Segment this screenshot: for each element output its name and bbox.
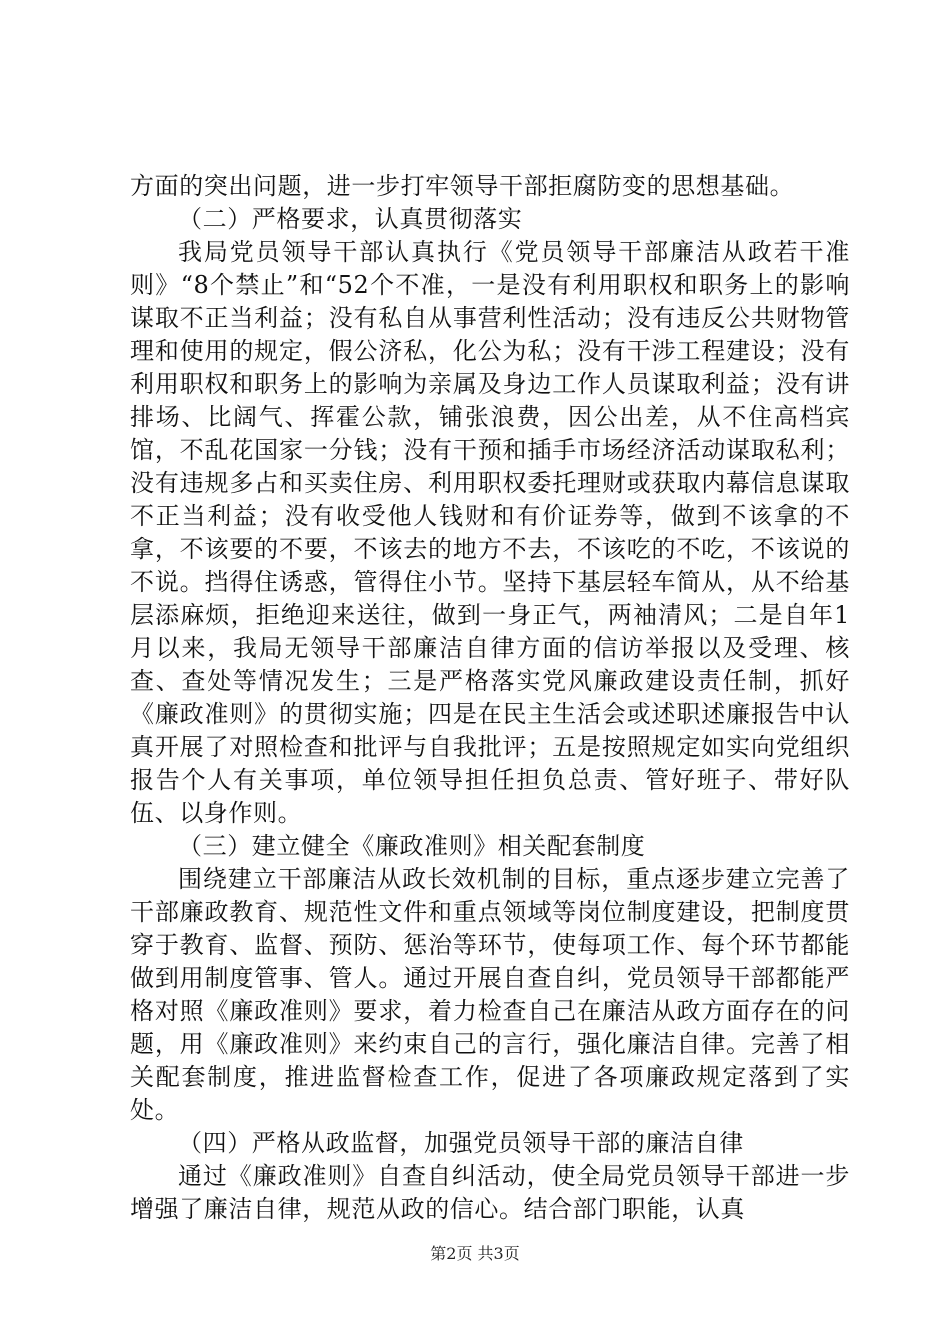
section-heading-4: （四）严格从政监督，加强党员领导干部的廉洁自律 (178, 1129, 744, 1157)
page-footer (0, 1244, 950, 1264)
paragraph-section-2: 我局党员领导干部认真执行《党员领导干部廉洁从政若干准则》“8个禁止”和“52个不准，一是没有利用职权和职务上的影响谋取不正当利益；没有私自从事营利性活动；没有违反公共财物管理和使用的规定，假公济私，化公为私；没有干涉工程建设；没有利用职权和职务上的影响为亲属及身边工作人员谋取利益；没有讲排场、比阔气、挥霍公款，铺张浪费，因公出差，从不住高档宾馆，不乱花国家一分钱；没有干预和插手市场经济活动谋取私利；没有违规多占和买卖住房、利用职权委托理财或获取内幕信息谋取不正当利益；没有收受他人钱财和有价证券等，做到不该拿的不拿，不该要的不要，不该去的地方不去，不该吃的不吃，不该说的不说。挡得住诱惑，管得住小节。坚持下基层轻车简从，从不给基层添麻烦，拒绝迎来送往，做到一身正气，两袖清风；二是自年1月以来，我局无领导干部廉洁自律方面的信访举报以及受理、核查、查处等情况发生；三是严格落实党风廉政建设责任制，抓好《廉政准则》的贯彻实施；四是在民主生活会或述职述廉报告中认真开展了对照检查和批评与自我批评；五是按照规定如实向党组织报告个人有关事项，单位领导担任担负总责、管好班子、带好队伍、以身作则。 (130, 238, 850, 827)
document-body (130, 170, 850, 1226)
section-heading-3: （三）建立健全《廉政准则》相关配套制度 (178, 832, 646, 860)
page-number-label: 第2页 共3页 (430, 1244, 520, 1263)
section-heading-2: （二）严格要求，认真贯彻落实 (178, 205, 523, 233)
paragraph-section-4: 通过《廉政准则》自查自纠活动，使全局党员领导干部进一步增强了廉洁自律，规范从政的信心。结合部门职能，认真 (130, 1162, 850, 1223)
paragraph-continuation: 方面的突出问题，进一步打牢领导干部拒腐防变的思想基础。 (130, 172, 795, 200)
paragraph-section-3: 围绕建立干部廉洁从政长效机制的目标，重点逐步建立完善了干部廉政教育、规范性文件和重点领域等岗位制度建设，把制度贯穿于教育、监督、预防、惩治等环节，使每项工作、每个环节都能做到用制度管事、管人。通过开展自查自纠，党员领导干部都能严格对照《廉政准则》要求，着力检查自己在廉洁从政方面存在的问题，用《廉政准则》来约束自己的言行，强化廉洁自律。完善了相关配套制度，推进监督检查工作，促进了各项廉政规定落到了实处。 (130, 865, 850, 1124)
